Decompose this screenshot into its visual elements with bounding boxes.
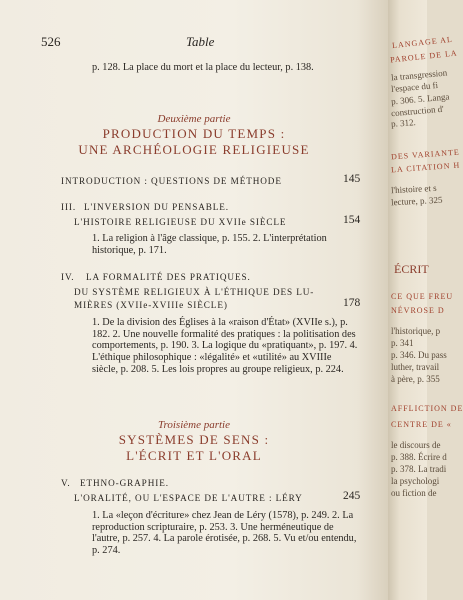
facing-fragment: lecture, p. 325 [390, 194, 443, 208]
facing-fragment: CE QUE FREU [391, 292, 454, 301]
facing-fragment: p. 378. La tradi [391, 464, 447, 474]
chapter3-heading: L'INVERSION DU PENSABLE. [84, 202, 229, 212]
part3-label: Troisième partie [157, 419, 230, 431]
facing-fragment: ou fiction de [391, 488, 437, 498]
facing-fragment: p. 312. [390, 117, 417, 129]
top-entry-text: p. 128. La place du mort et la place du lecteur, p. 138. [92, 62, 314, 73]
facing-fragment: LA CITATION H [390, 160, 461, 175]
facing-fragment: le discours de [391, 440, 441, 450]
facing-fragment: la transgression [390, 67, 448, 83]
intro-page: 145 [343, 173, 361, 185]
facing-fragment: l'historique, p [391, 326, 441, 336]
chapter3-subheading: L'HISTOIRE RELIGIEUSE DU XVIIe SIÈCLE [74, 217, 287, 227]
facing-fragment: PAROLE DE LA [389, 48, 459, 65]
facing-fragment: CENTRE DE « [391, 420, 452, 429]
facing-fragment: la psychologi [391, 476, 440, 486]
part2-label: Deuxième partie [157, 113, 231, 125]
running-title: Table [186, 34, 215, 49]
chapter4-subheading-line2: MIÈRES (XVIIe-XVIIIe SIÈCLE) [74, 300, 228, 310]
chapter3-number: III. [61, 202, 77, 212]
part2-title-line1: PRODUCTION DU TEMPS : [102, 126, 286, 141]
facing-fragment: l'espace du fi [390, 79, 439, 95]
facing-fragment: NÉVROSE D [391, 306, 445, 315]
facing-page [388, 0, 463, 600]
chapter4-contents: 1. De la division des Églises à la «raison d'État» (XVIIe s.), p. 182. 2. Une nouvelle formalité des pratiques : la politisation des comportements, p. 190. 3. La logique du «pratiquant», p. 197. 4. L'éthique philosophique : «légalité» et «utilité» au XVIIIe siècle, p. 208. 5. Les lois propres au groupe religieux, p. 224. [92, 317, 358, 375]
part3-title-line1: SYSTÈMES DE SENS : [118, 432, 270, 447]
chapter5-heading: ETHNO-GRAPHIE. [80, 478, 169, 488]
part3-title-line2: L'ÉCRIT ET L'ORAL [126, 448, 262, 463]
facing-fragment: construction d' [390, 103, 445, 119]
chapter5-page: 245 [343, 490, 361, 502]
chapter5-number: V. [61, 478, 71, 488]
facing-fragment: LANGAGE AL [391, 34, 454, 51]
facing-fragment: p. 388. Écrire d [391, 452, 447, 462]
facing-fragment: DES VARIANTE [390, 147, 461, 162]
facing-fragment: luther, travail [391, 362, 440, 372]
chapter5-subheading: L'ORALITÉ, OU L'ESPACE DE L'AUTRE : LÉRY [74, 493, 303, 503]
facing-fragment: p. 341 [391, 338, 414, 348]
part2-title-line2: UNE ARCHÉOLOGIE RELIGIEUSE [78, 142, 310, 157]
facing-fragment: p. 306. 5. Langa [390, 91, 450, 107]
facing-fragment: p. 346. Du pass [391, 350, 447, 360]
chapter4-page: 178 [343, 297, 361, 309]
chapter3-page: 154 [343, 214, 361, 226]
facing-fragment: à père, p. 355 [391, 374, 440, 384]
intro-label: INTRODUCTION : QUESTIONS DE MÉTHODE [61, 176, 282, 186]
facing-fragment: ÉCRIT [394, 262, 429, 276]
chapter4-subheading-line1: DU SYSTÈME RELIGIEUX À L'ÉTHIQUE DES LU- [74, 287, 315, 297]
chapter5-contents: 1. La «leçon d'écriture» chez Jean de Léry (1578), p. 249. 2. La reproduction scripturaire, p. 253. 3. Une herméneutique de l'autre, p. 257. 4. La parole érotisée, p. 268. 5. Vu et/ou entendu, p. 274. [92, 510, 357, 557]
facing-fragment: AFFLICTION DE [391, 404, 463, 413]
chapter4-number: IV. [61, 272, 75, 282]
chapter4-heading: LA FORMALITÉ DES PRATIQUES. [86, 272, 251, 282]
page-number: 526 [41, 34, 61, 49]
facing-fragment: l'histoire et s [390, 182, 437, 196]
chapter3-contents: 1. La religion à l'âge classique, p. 155. 2. L'interprétation historique, p. 171. [92, 233, 327, 256]
